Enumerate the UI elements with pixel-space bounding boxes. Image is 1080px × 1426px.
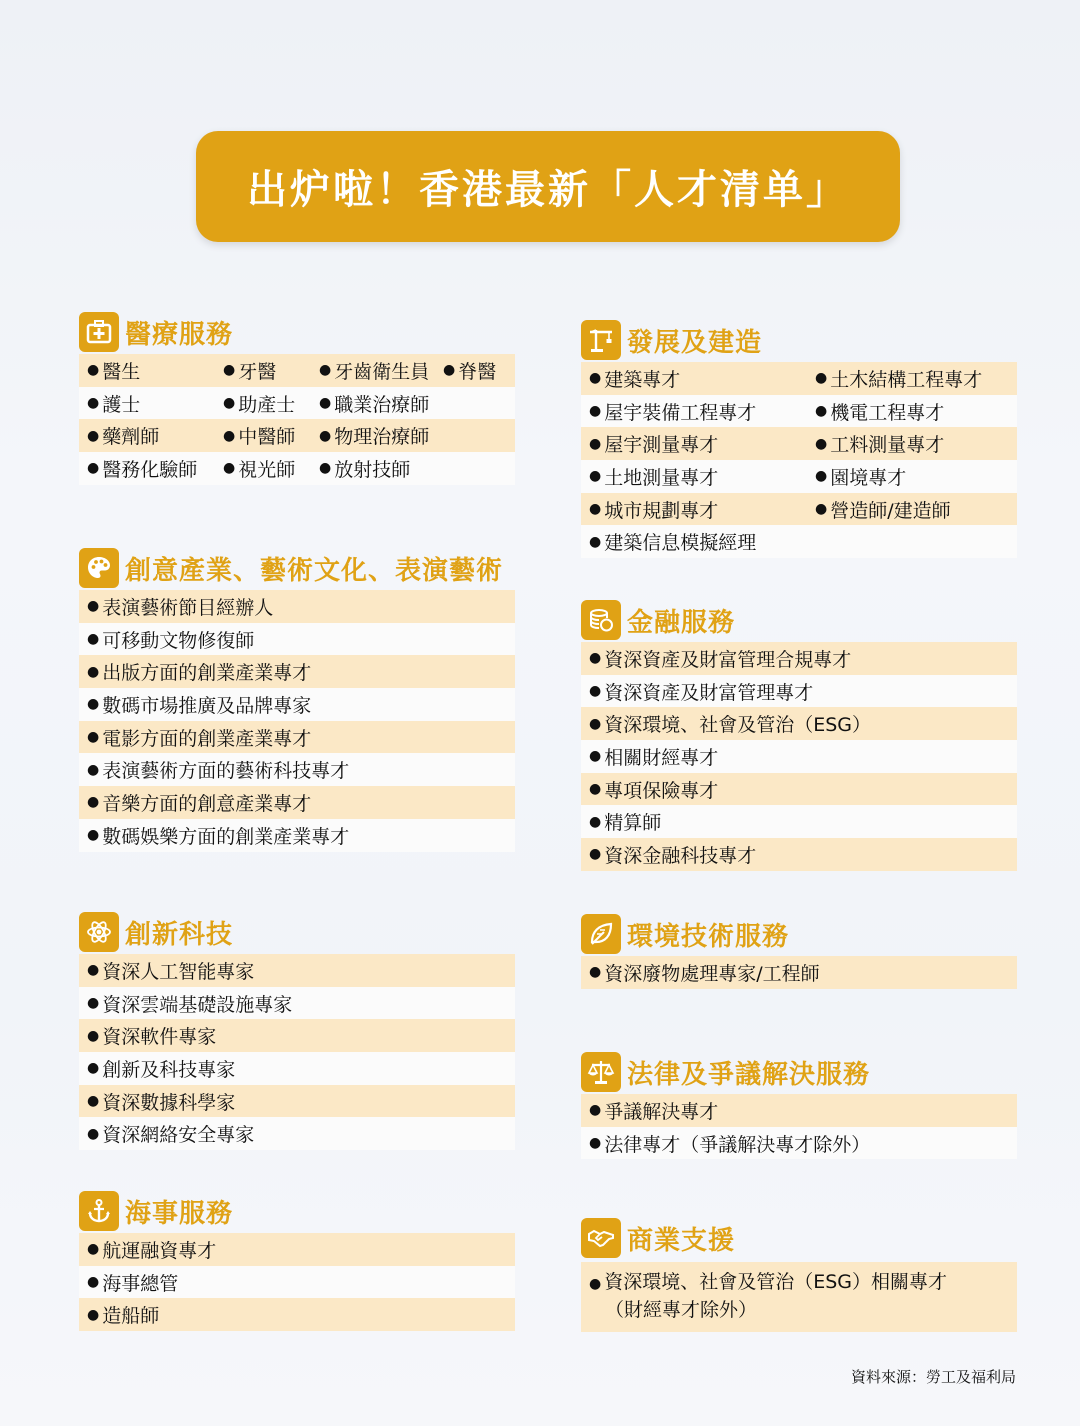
section-title: 環境技術服務 (627, 921, 790, 952)
list-item: ● 建築信息模擬經理 (589, 532, 757, 555)
list-item: ● 護士 (87, 393, 141, 416)
handshake-icon (581, 1218, 621, 1258)
table-row (581, 395, 1017, 428)
page-title: 出炉啦！香港最新「人才清单」 (247, 167, 849, 213)
first-aid-icon (79, 312, 119, 352)
table-row (79, 354, 515, 387)
list-item: ● 資深雲端基礎設施專家 (79, 987, 515, 1020)
section-construction (581, 320, 1017, 558)
list-item: ● 可移動文物修復師 (79, 623, 515, 656)
list-item: ● 造船師 (79, 1298, 515, 1331)
list-item: ● 城市規劃專才 (589, 499, 719, 522)
scales-icon (581, 1052, 621, 1092)
section-title: 創新科技 (125, 919, 234, 950)
environment-list (581, 956, 1017, 989)
medical-grid (79, 354, 515, 485)
section-header (581, 1052, 1017, 1092)
list-item: ● 資深數據科學家 (79, 1085, 515, 1118)
list-item: ● 醫生 (87, 360, 141, 383)
anchor-icon (79, 1191, 119, 1231)
source-note: 資料來源：勞工及福利局 (850, 1368, 1016, 1386)
section-finance (581, 600, 1017, 871)
table-row (79, 452, 515, 485)
section-title: 法律及爭議解決服務 (627, 1059, 871, 1090)
table-row (79, 387, 515, 420)
list-item: ● 屋宇裝備工程專才 (589, 401, 757, 424)
list-item: ● 數碼市場推廣及品牌專家 (79, 688, 515, 721)
section-header (79, 312, 515, 352)
crane-icon (581, 320, 621, 360)
list-item: ● 資深資產及財富管理專才 (581, 675, 1017, 708)
list-item: ● 脊醫 (443, 360, 497, 383)
list-item: ● 職業治療師 (319, 393, 430, 416)
section-innovation (79, 912, 515, 1150)
list-item: ● 營造師/建造師 (815, 499, 951, 522)
list-item: ● 資深人工智能專家 (79, 954, 515, 987)
section-legal (581, 1052, 1017, 1159)
list-item: ● 資深環境、社會及管治（ESG） (581, 707, 1017, 740)
list-item: ● 專項保險專才 (581, 773, 1017, 806)
list-item: ● 助產士 (223, 393, 296, 416)
list-item: ● 相關財經專才 (581, 740, 1017, 773)
construction-grid (581, 362, 1017, 558)
list-item: ● 表演藝術方面的藝術科技專才 (79, 753, 515, 786)
section-title: 發展及建造 (627, 327, 763, 358)
section-environment (581, 914, 1017, 989)
section-header (581, 914, 1017, 954)
section-title: 商業支援 (627, 1225, 736, 1256)
legal-list (581, 1094, 1017, 1159)
creative-list (79, 590, 515, 852)
leaf-icon (581, 914, 621, 954)
list-item: ● 中醫師 (223, 426, 296, 449)
section-title: 創意產業、藝術文化、表演藝術 (125, 555, 504, 586)
section-header (581, 1218, 1017, 1258)
list-item: ● 醫務化驗師 (87, 458, 198, 481)
list-item: ● 數碼娛樂方面的創業產業專才 (79, 819, 515, 852)
table-row (581, 493, 1017, 526)
list-item: ● 工料測量專才 (815, 434, 945, 457)
coins-icon (581, 600, 621, 640)
list-item: ● 精算師 (581, 805, 1017, 838)
list-item: ● 爭議解決專才 (581, 1094, 1017, 1127)
section-title: 海事服務 (125, 1198, 234, 1229)
section-header (79, 912, 515, 952)
maritime-list (79, 1233, 515, 1331)
table-row (581, 427, 1017, 460)
list-item: ● 海事總管 (79, 1266, 515, 1299)
list-item: ● 電影方面的創業產業專才 (79, 721, 515, 754)
section-medical (79, 312, 515, 485)
list-item: ● 創新及科技專家 (79, 1052, 515, 1085)
list-item: ● 牙齒衛生員 (319, 360, 430, 383)
section-business (581, 1218, 1017, 1332)
list-item: ● 資深金融科技專才 (581, 838, 1017, 871)
list-item: ● 物理治療師 (319, 426, 430, 449)
list-item: ● 資深軟件專家 (79, 1019, 515, 1052)
list-item: ● 出版方面的創業產業專才 (79, 655, 515, 688)
section-header (79, 548, 515, 588)
section-title: 金融服務 (627, 607, 736, 638)
list-item: ● 牙醫 (223, 360, 277, 383)
list-item: ● 航運融資專才 (79, 1233, 515, 1266)
list-item: ● 建築專才 (589, 368, 681, 391)
section-header (581, 600, 1017, 640)
list-item: ● 資深廢物處理專家/工程師 (581, 956, 1017, 989)
atom-icon (79, 912, 119, 952)
business-list (581, 1262, 1017, 1332)
finance-list (581, 642, 1017, 871)
section-header (581, 320, 1017, 360)
section-creative (79, 548, 515, 852)
list-item: ● 放射技師 (319, 458, 411, 481)
section-maritime (79, 1191, 515, 1331)
list-item: ● 音樂方面的創意產業專才 (79, 786, 515, 819)
list-item: ● 表演藝術節目經辦人 (79, 590, 515, 623)
table-row (581, 525, 1017, 558)
list-item: ● 法律專才（爭議解決專才除外） (581, 1127, 1017, 1160)
list-item: ● 土地測量專才 (589, 466, 719, 489)
list-item: ● 資深資產及財富管理合規專才 (581, 642, 1017, 675)
table-row (79, 419, 515, 452)
table-row (581, 460, 1017, 493)
list-item: ● 資深環境、社會及管治（ESG）相關專才 （財經專才除外） (581, 1262, 1017, 1332)
list-item: ● 資深網絡安全專家 (79, 1117, 515, 1150)
table-row (581, 362, 1017, 395)
title-banner (196, 131, 900, 242)
list-item: ● 園境專才 (815, 466, 907, 489)
list-item: ● 藥劑師 (87, 426, 160, 449)
palette-icon (79, 548, 119, 588)
list-item: ● 土木結構工程專才 (815, 368, 983, 391)
section-header (79, 1191, 515, 1231)
innovation-list (79, 954, 515, 1150)
list-item: ● 視光師 (223, 458, 296, 481)
list-item: ● 屋宇測量專才 (589, 434, 719, 457)
list-item: ● 機電工程專才 (815, 401, 945, 424)
section-title: 醫療服務 (125, 319, 234, 350)
